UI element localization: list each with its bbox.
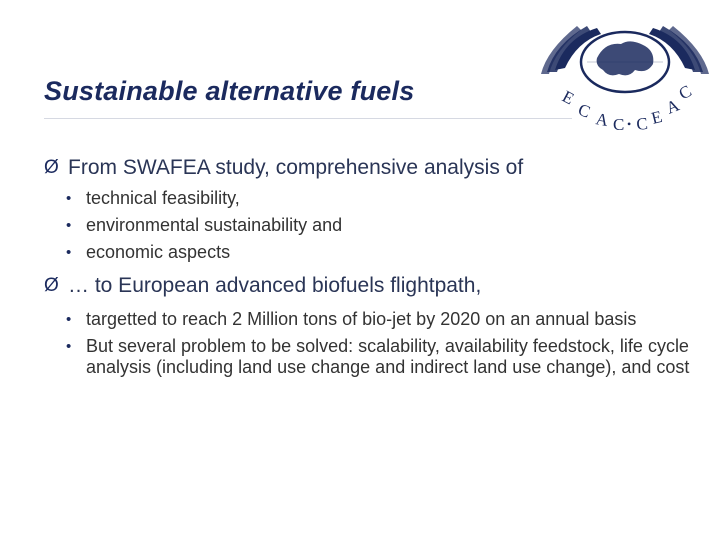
- arrow-bullet-icon: Ø: [44, 157, 59, 178]
- arrow-bullet-icon: Ø: [44, 275, 59, 296]
- bullet-icon: •: [66, 217, 72, 234]
- section2-text: … to European advanced biofuels flightpath,: [68, 274, 482, 297]
- list-item: • But several problem to be solved: scalability, availability feedstock, life cycle analysis (including land use change and indirect land use change), and cost: [66, 336, 690, 377]
- svg-text:A: A: [663, 95, 682, 118]
- svg-text:C: C: [613, 115, 625, 134]
- list-item: • targetted to reach 2 Million tons of bio-jet by 2020 on an annual basis: [66, 309, 637, 329]
- svg-text:C: C: [675, 81, 695, 104]
- bullet-icon: •: [66, 190, 72, 207]
- title-divider: [44, 118, 572, 119]
- bullet-icon: •: [66, 311, 72, 328]
- svg-text:C: C: [635, 113, 649, 134]
- slide-title: Sustainable alternative fuels: [44, 76, 415, 106]
- list-item: • technical feasibility,: [66, 188, 240, 208]
- bullet-icon: •: [66, 244, 72, 261]
- section2-heading: [44, 272, 694, 300]
- list-item: • environmental sustainability and: [66, 215, 343, 235]
- svg-text:A: A: [594, 109, 610, 131]
- bullet-icon: •: [66, 338, 72, 355]
- section1-text: From SWAFEA study, comprehensive analysis of: [68, 156, 524, 179]
- globe-icon: [581, 32, 669, 92]
- svg-text:E: E: [559, 86, 578, 109]
- section1-heading: [44, 154, 694, 182]
- slide-content: [44, 154, 694, 378]
- svg-text:E: E: [649, 106, 665, 128]
- svg-text:C: C: [575, 99, 593, 122]
- svg-text:•: •: [627, 117, 632, 131]
- list-item: • economic aspects: [66, 242, 231, 262]
- ecac-logo: [535, 8, 715, 136]
